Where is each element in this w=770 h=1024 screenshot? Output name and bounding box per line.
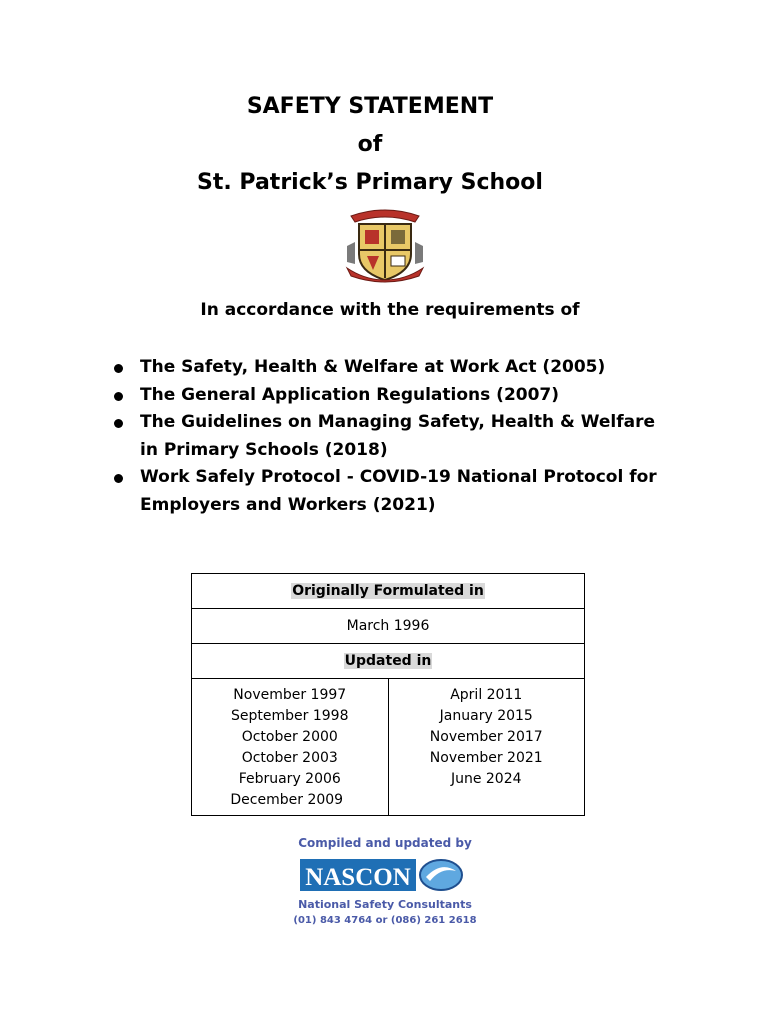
date-item: June 2024	[450, 771, 522, 787]
date-item: September 1998	[231, 708, 349, 724]
list-item: The General Application Regulations (2007)	[112, 382, 672, 410]
updated-right-column	[388, 679, 585, 816]
date-item: January 2015	[439, 708, 533, 724]
requirements-list	[112, 354, 672, 519]
date-item: November 2017	[429, 729, 543, 745]
originally-heading: Originally Formulated in	[292, 583, 484, 599]
title-line-3: St. Patrick’s Primary School	[197, 170, 543, 195]
bullet-icon	[114, 474, 123, 483]
nascon-logo	[300, 855, 466, 895]
consultant-name: National Safety Consultants	[298, 898, 472, 911]
title-line-2: of	[357, 132, 383, 157]
document-title	[0, 88, 740, 202]
date-item: April 2011	[450, 687, 523, 703]
consultant-phone: (01) 843 4764 or (086) 261 2618	[293, 915, 477, 926]
list-item: Work Safely Protocol - COVID-19 National Protocol for Employers and Workers (2021)	[112, 464, 672, 519]
date-item: October 2003	[241, 750, 338, 766]
originally-heading-cell	[192, 574, 585, 609]
originally-value: March 1996	[192, 609, 585, 644]
compiled-by-text: Compiled and updated by	[298, 836, 472, 850]
title-line-1: SAFETY STATEMENT	[246, 94, 494, 119]
school-crest-icon	[345, 206, 425, 284]
list-item: The Guidelines on Managing Safety, Health & Welfare in Primary Schools (2018)	[112, 409, 672, 464]
intro-text: In accordance with the requirements of	[200, 300, 580, 320]
date-item: February 2006	[238, 771, 341, 787]
bullet-icon	[114, 419, 123, 428]
date-item: October 2000	[241, 729, 338, 745]
logo-wordmark: NASCON	[305, 864, 411, 891]
bullet-icon	[114, 364, 123, 373]
list-item: The Safety, Health & Welfare at Work Act (2005)	[112, 354, 672, 382]
revision-table	[191, 573, 585, 816]
updated-heading-cell	[192, 644, 585, 679]
date-item: November 1997	[233, 687, 347, 703]
bullet-icon	[114, 392, 123, 401]
date-item: December 2009	[230, 792, 344, 808]
date-item: November 2021	[429, 750, 543, 766]
updated-left-column	[192, 679, 389, 816]
updated-heading: Updated in	[344, 653, 432, 669]
